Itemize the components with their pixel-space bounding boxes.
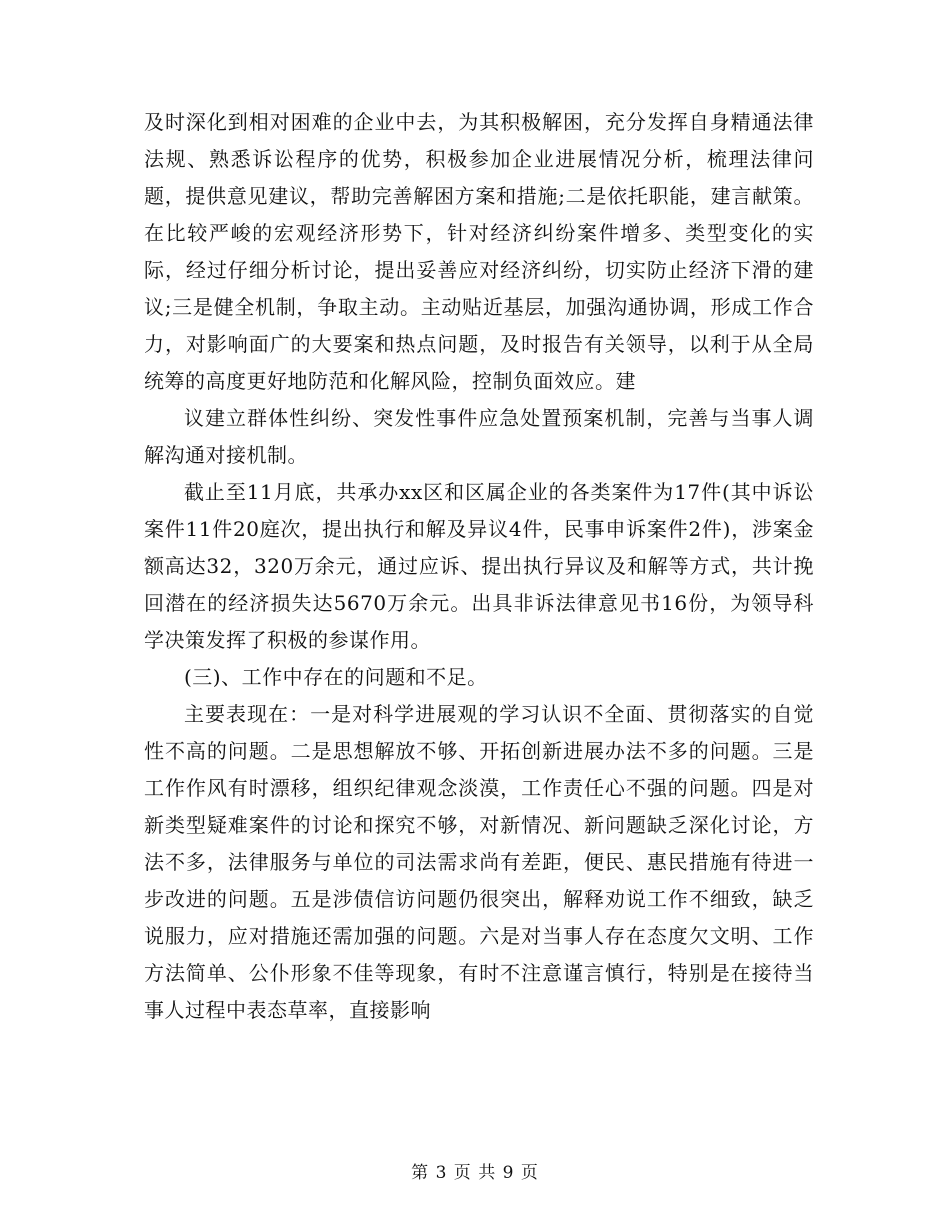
page-number-footer: 第 3 页 共 9 页 [411, 1163, 539, 1183]
paragraph-problems: 主要表现在：一是对科学进展观的学习认识不全面、贯彻落实的自觉性不高的问题。二是思想解放不够、开拓创新进展办法不多的问题。三是工作作风有时漂移，组织纪律观念淡漠，工作责任心不强的问题。四是对新类型疑难案件的讨论和探究不够，对新情况、新问题缺乏深化讨论，方法不多，法律服务与单位的司法需求尚有差距，便民、惠民措施有待进一步改进的问题。五是涉债信访问题仍很突出，解释劝说工作不细致，缺乏说服力，应对措施还需加强的问题。六是对当事人存在态度欠文明、工作方法简单、公仆形象不佳等现象，有时不注意谨言慎行，特别是在接待当事人过程中表态草率，直接影响 [144, 702, 814, 1022]
document-body [144, 104, 814, 1029]
paragraph-case-statistics: 截止至11月底，共承办xx区和区属企业的各类案件为17件(其中诉讼案件11件20庭次，提出执行和解及异议4件，民事申诉案件2件)，涉案金额高达32，320万余元，通过应诉、提出执行异议及和解等方式，共计挽回潜在的经济损失达5670万余元。出具非诉法律意见书16份，为领导科学决策发挥了积极的参谋作用。 [144, 480, 814, 652]
paragraph-suggestion: 议建立群体性纠纷、突发性事件应急处置预案机制，完善与当事人调解沟通对接机制。 [144, 406, 814, 467]
section-heading-problems: (三)、工作中存在的问题和不足。 [184, 665, 488, 689]
paragraph-continuation: 及时深化到相对困难的企业中去，为其积极解困，充分发挥自身精通法律法规、熟悉诉讼程序的优势，积极参加企业进展情况分析，梳理法律问题，提供意见建议，帮助完善解困方案和措施;二是依托职能，建言献策。在比较严峻的宏观经济形势下，针对经济纠纷案件增多、类型变化的实际，经过仔细分析讨论，提出妥善应对经济纠纷，切实防止经济下滑的建议;三是健全机制，争取主动。主动贴近基层，加强沟通协调，形成工作合力，对影响面广的大要案和热点问题，及时报告有关领导，以利于从全局统筹的高度更好地防范和化解风险，控制负面效应。建 [144, 110, 814, 393]
